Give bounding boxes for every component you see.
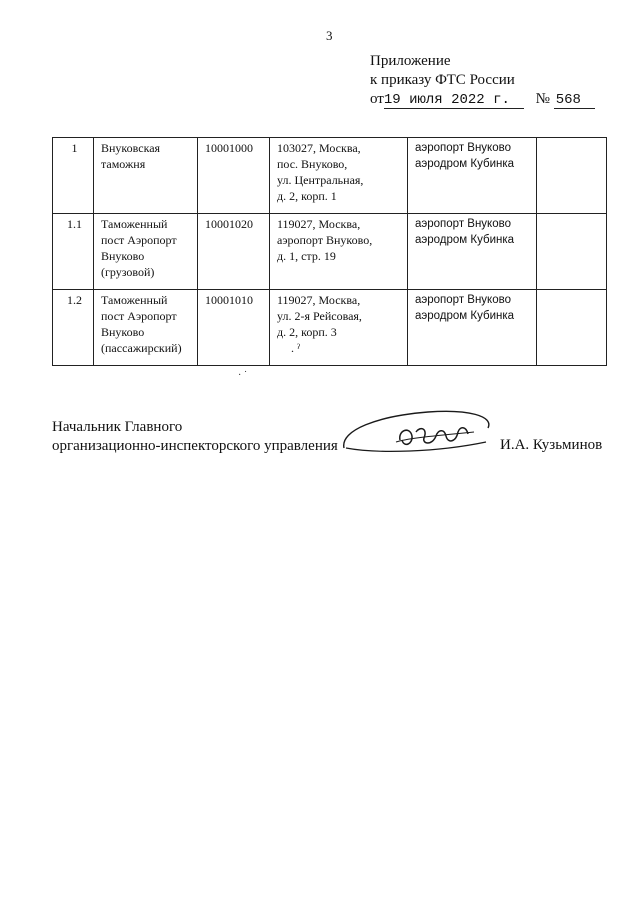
- page-number: 3: [326, 28, 333, 43]
- name-line: Внуково: [101, 249, 145, 263]
- order-reference: к приказу ФТС России: [370, 72, 515, 88]
- address-line: д. 2, корп. 3: [277, 325, 337, 339]
- address-line: 103027, Москва,: [277, 141, 361, 155]
- handwritten-signature: [338, 402, 498, 466]
- name-line: Внуковская: [101, 141, 161, 155]
- name-line: пост Аэропорт: [101, 233, 177, 247]
- name-line: пост Аэропорт: [101, 309, 177, 323]
- scan-speck: · ˙: [238, 370, 248, 381]
- address-line: пос. Внуково,: [277, 157, 348, 171]
- customs-office-name: [94, 138, 198, 214]
- customs-registry-table: [52, 137, 607, 366]
- table-body: [53, 138, 607, 366]
- customs-code: 10001020: [198, 214, 270, 290]
- name-line: Таможенный: [101, 293, 168, 307]
- airport-line: аэропорт Внуково: [415, 218, 511, 230]
- customs-code: 10001010: [198, 290, 270, 366]
- appendix-title: Приложение: [370, 53, 451, 69]
- customs-code: 10001000: [198, 138, 270, 214]
- airport-line: аэропорт Внуково: [415, 142, 511, 154]
- office-address: [270, 290, 408, 366]
- number-label: №: [535, 91, 550, 107]
- signatory-title-line: Начальник Главного: [52, 419, 183, 435]
- address-line: ул. 2-я Рейсовая,: [277, 309, 362, 323]
- signatory-title: [52, 418, 338, 456]
- airports-list: [408, 290, 537, 366]
- table-row: [53, 214, 607, 290]
- address-line: аэропорт Внуково,: [277, 233, 373, 247]
- order-date: 19 июля 2022 г.: [384, 92, 524, 109]
- order-number: 568: [554, 92, 595, 109]
- name-line: (пассажирский): [101, 341, 182, 355]
- row-number: 1.1: [53, 214, 94, 290]
- table-row: [53, 290, 607, 366]
- row-number: 1.2: [53, 290, 94, 366]
- signatory-name: И.А. Кузьминов: [500, 437, 603, 453]
- address-line: 119027, Москва,: [277, 293, 361, 307]
- empty-cell: [537, 138, 607, 214]
- customs-office-name: [94, 290, 198, 366]
- name-line: Внуково: [101, 325, 145, 339]
- address-line: 119027, Москва,: [277, 217, 361, 231]
- airport-line: аэродром Кубинка: [415, 158, 515, 170]
- airport-line: аэропорт Внуково: [415, 294, 511, 306]
- airport-line: аэродром Кубинка: [415, 234, 515, 246]
- address-line: ул. Центральная,: [277, 173, 364, 187]
- office-address: [270, 214, 408, 290]
- name-line: таможня: [101, 157, 146, 171]
- address-line: д. 1, стр. 19: [277, 249, 336, 263]
- office-address: [270, 138, 408, 214]
- order-date-number-line: [370, 90, 595, 110]
- airports-list: [408, 138, 537, 214]
- name-line: Таможенный: [101, 217, 168, 231]
- signatory-title-line: организационно-инспекторского управления: [52, 438, 338, 454]
- empty-cell: [537, 214, 607, 290]
- from-label: от: [370, 91, 384, 107]
- row-number: 1: [53, 138, 94, 214]
- appendix-header: [370, 52, 595, 110]
- address-line: д. 2, корп. 1: [277, 189, 337, 203]
- name-line: (грузовой): [101, 265, 155, 279]
- customs-office-name: [94, 214, 198, 290]
- airport-line: аэродром Кубинка: [415, 310, 515, 322]
- empty-cell: [537, 290, 607, 366]
- table-row: [53, 138, 607, 214]
- scan-speck: . ˀ: [291, 341, 300, 355]
- airports-list: [408, 214, 537, 290]
